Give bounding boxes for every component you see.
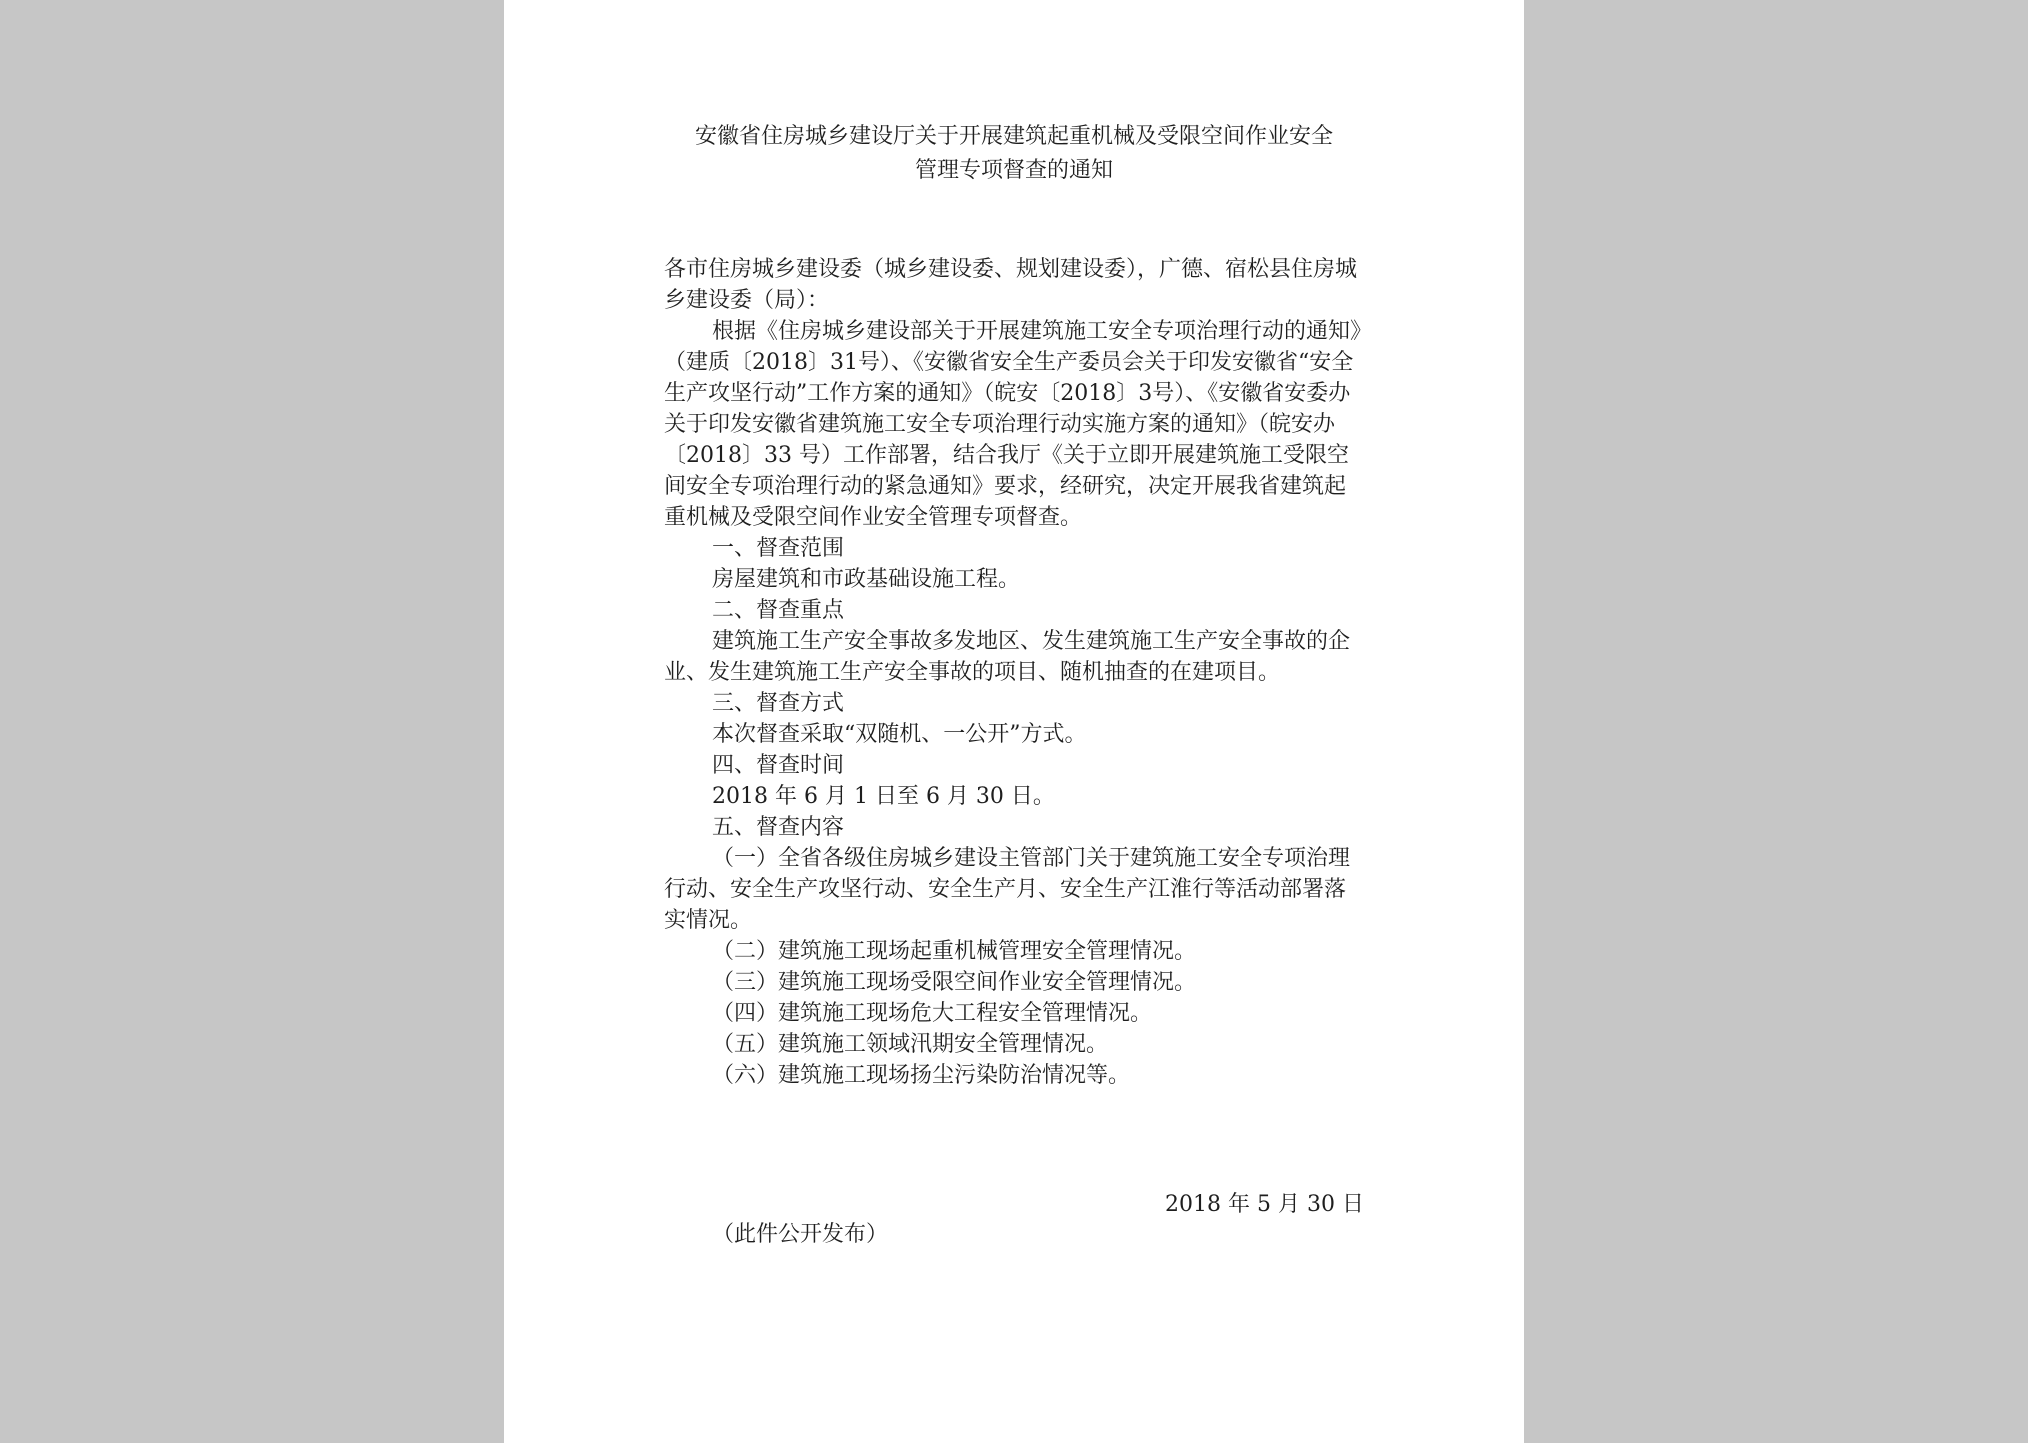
release-note: （此件公开发布） xyxy=(712,1222,889,1247)
intro-paragraph: 根据《住房城乡建设部关于开展建筑施工安全专项治理行动的通知》（建质〔2018〕31号）、《安徽省安全生产委员会关于印发安徽省“安全生产攻坚行动”工作方案的通知》（皖安〔2018〕3号）、《安徽省安委办关于印发安徽省建筑施工安全专项治理行动实施方案的通知》（皖安办〔2018〕33 号）工作部署，结合我厅《关于立即开展建筑施工受限空间安全专项治理行动的紧急通知》要求，经研究，决定开展我省建筑起重机械及受限空间作业安全管理专项督查。 xyxy=(664,319,1362,530)
title-line-2: 管理专项督查的通知 xyxy=(914,158,1113,183)
section-heading: 四、督查时间 xyxy=(712,753,845,778)
document-title xyxy=(664,120,1364,188)
addressee: 各市住房城乡建设委（城乡建设委、规划建设委），广德、宿松县住房城乡建设委（局）： xyxy=(664,257,1358,313)
document-body xyxy=(664,254,1364,1091)
issue-date: 2018 年 5 月 30 日 xyxy=(1165,1192,1364,1217)
section-content: 本次督查采取“双随机、一公开”方式。 xyxy=(712,722,1087,747)
section-content: 建筑施工生产安全事故多发地区、发生建筑施工生产安全事故的企业、发生建筑施工生产安全事故的项目、随机抽查的在建项目。 xyxy=(664,629,1351,685)
document-page xyxy=(504,0,1524,1443)
section-content: 房屋建筑和市政基础设施工程。 xyxy=(712,567,1021,592)
section-content: 2018 年 6 月 1 日至 6 月 30 日。 xyxy=(712,784,1055,809)
list-item: （五）建筑施工领域汛期安全管理情况。 xyxy=(712,1032,1109,1057)
section-heading: 五、督查内容 xyxy=(712,815,845,840)
list-item: （四）建筑施工现场危大工程安全管理情况。 xyxy=(712,1001,1153,1026)
list-item: （三）建筑施工现场受限空间作业安全管理情况。 xyxy=(712,970,1197,995)
list-item: （二）建筑施工现场起重机械管理安全管理情况。 xyxy=(712,939,1197,964)
section-heading: 二、督查重点 xyxy=(712,598,845,623)
section-heading: 一、督查范围 xyxy=(712,536,845,561)
list-item: （六）建筑施工现场扬尘污染防治情况等。 xyxy=(712,1063,1131,1088)
title-line-1: 安徽省住房城乡建设厅关于开展建筑起重机械及受限空间作业安全 xyxy=(694,124,1333,149)
section-heading: 三、督查方式 xyxy=(712,691,845,716)
list-item: （一）全省各级住房城乡建设主管部门关于建筑施工安全专项治理行动、安全生产攻坚行动、安全生产月、安全生产江淮行等活动部署落实情况。 xyxy=(664,846,1351,933)
